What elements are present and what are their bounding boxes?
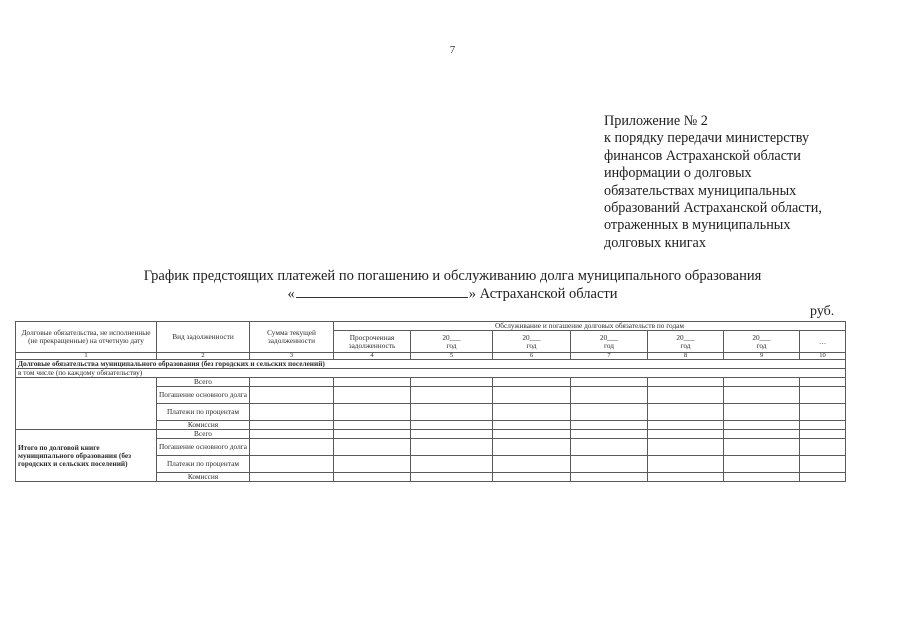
header-year: 20___ год — [724, 331, 800, 353]
column-number: 1 — [16, 353, 157, 360]
table-cell — [571, 378, 648, 387]
table-cell — [724, 404, 800, 421]
appendix-line: образований Астраханской области, — [604, 200, 822, 217]
header-years-group: Обслуживание и погашение долговых обязательств по годам — [334, 322, 846, 331]
table-cell — [800, 456, 846, 473]
appendix-line: информации о долговых — [604, 165, 752, 182]
header-year: 20___ год — [411, 331, 493, 353]
header-current-debt: Сумма текущей задолженности — [250, 322, 334, 353]
table-cell — [411, 439, 493, 456]
table-cell — [724, 387, 800, 404]
header-obligations: Долговые обязательства, не исполненные (не прекращенные) на отчетную дату — [16, 322, 157, 353]
title-line-2-end: » Астраханской области — [468, 286, 618, 302]
quote-open: « — [287, 286, 295, 302]
table-cell — [648, 456, 724, 473]
table-cell — [648, 421, 724, 430]
column-number: 2 — [157, 353, 250, 360]
appendix-line: долговых книгах — [604, 234, 706, 251]
municipality-blank-field — [296, 285, 468, 298]
table-cell — [250, 456, 334, 473]
subsection-row — [16, 369, 846, 378]
table-cell — [411, 421, 493, 430]
debt-type-cell: Комиссия — [157, 421, 250, 430]
column-number: 10 — [800, 353, 846, 360]
table-cell — [411, 404, 493, 421]
table-cell — [800, 473, 846, 482]
table-cell — [250, 378, 334, 387]
header-ellipsis: … — [800, 331, 846, 353]
table-cell — [571, 430, 648, 439]
appendix-line: к порядку передачи министерству — [604, 130, 810, 147]
table-cell — [334, 439, 411, 456]
table-cell — [250, 473, 334, 482]
table-cell — [648, 473, 724, 482]
table-cell — [493, 456, 571, 473]
table-cell — [648, 439, 724, 456]
debt-type-cell: Комиссия — [157, 473, 250, 482]
header-year: 20___ год — [571, 331, 648, 353]
header-row — [16, 322, 846, 331]
table-cell — [250, 421, 334, 430]
table-cell — [411, 378, 493, 387]
table-cell — [411, 387, 493, 404]
column-number: 4 — [334, 353, 411, 360]
table-cell — [334, 430, 411, 439]
debt-type-cell: Всего — [157, 430, 250, 439]
document-title — [0, 267, 905, 303]
table-cell — [724, 378, 800, 387]
table-cell — [571, 404, 648, 421]
table-cell — [648, 404, 724, 421]
subsection-title: в том числе (по каждому обязательству) — [16, 369, 846, 378]
table-cell — [724, 439, 800, 456]
header-debt-type: Вид задолженности — [157, 322, 250, 353]
table-cell — [411, 456, 493, 473]
table-cell — [724, 473, 800, 482]
table-cell — [800, 439, 846, 456]
table-cell — [411, 430, 493, 439]
table-cell — [493, 430, 571, 439]
table-cell — [334, 421, 411, 430]
column-number: 5 — [411, 353, 493, 360]
payment-schedule-table — [15, 321, 846, 482]
section-title: Долговые обязательства муниципального образования (без городских и сельских поселений) — [16, 360, 846, 369]
title-line-2 — [0, 285, 905, 303]
table-cell — [334, 473, 411, 482]
table-cell — [800, 430, 846, 439]
column-number: 3 — [250, 353, 334, 360]
appendix-line: финансов Астраханской области — [604, 147, 801, 164]
header-year: 20___ год — [648, 331, 724, 353]
column-numbers-row — [16, 353, 846, 360]
section-row — [16, 360, 846, 369]
table-cell — [334, 404, 411, 421]
appendix-line: обязательствах муниципальных — [604, 182, 797, 199]
header-overdue: Просроченная задолженность — [334, 331, 411, 353]
column-number: 6 — [493, 353, 571, 360]
table-cell — [648, 430, 724, 439]
column-number: 7 — [571, 353, 648, 360]
table-cell — [800, 421, 846, 430]
table-cell — [800, 387, 846, 404]
table-row — [16, 430, 846, 439]
table-cell — [250, 387, 334, 404]
table-cell — [800, 404, 846, 421]
currency-unit: руб. — [810, 304, 835, 319]
table-cell — [493, 473, 571, 482]
appendix-line: Приложение № 2 — [604, 113, 708, 129]
table-cell — [724, 421, 800, 430]
table-cell — [571, 421, 648, 430]
table-cell — [334, 378, 411, 387]
table-cell — [250, 439, 334, 456]
table-cell — [648, 378, 724, 387]
table-cell — [493, 439, 571, 456]
page-number: 7 — [449, 44, 456, 56]
table-cell — [571, 387, 648, 404]
table-cell — [800, 378, 846, 387]
obligation-cell — [16, 378, 157, 430]
debt-type-cell: Погашение основного долга — [157, 387, 250, 404]
table-cell — [411, 473, 493, 482]
table-cell — [250, 430, 334, 439]
table-row — [16, 378, 846, 387]
column-number: 9 — [724, 353, 800, 360]
table-cell — [493, 404, 571, 421]
appendix-note — [604, 113, 864, 252]
table-cell — [571, 456, 648, 473]
table-cell — [571, 439, 648, 456]
table-cell — [334, 387, 411, 404]
debt-type-cell: Платежи по процентам — [157, 404, 250, 421]
table-cell — [724, 430, 800, 439]
debt-type-cell: Погашение основного долга — [157, 439, 250, 456]
debt-type-cell: Платежи по процентам — [157, 456, 250, 473]
table-cell — [250, 404, 334, 421]
table-cell — [493, 421, 571, 430]
table-cell — [724, 456, 800, 473]
header-year: 20___ год — [493, 331, 571, 353]
grand-total-label: Итого по долговой книге муниципального образования (без городских и сельских поселений) — [16, 430, 157, 482]
title-line-1: График предстоящих платежей по погашению и обслуживанию долга муниципального образования — [143, 268, 762, 284]
table-cell — [493, 378, 571, 387]
debt-type-cell: Всего — [157, 378, 250, 387]
column-number: 8 — [648, 353, 724, 360]
table-cell — [334, 456, 411, 473]
table-cell — [493, 387, 571, 404]
table-cell — [571, 473, 648, 482]
table-cell — [648, 387, 724, 404]
appendix-line: отраженных в муниципальных — [604, 217, 791, 234]
